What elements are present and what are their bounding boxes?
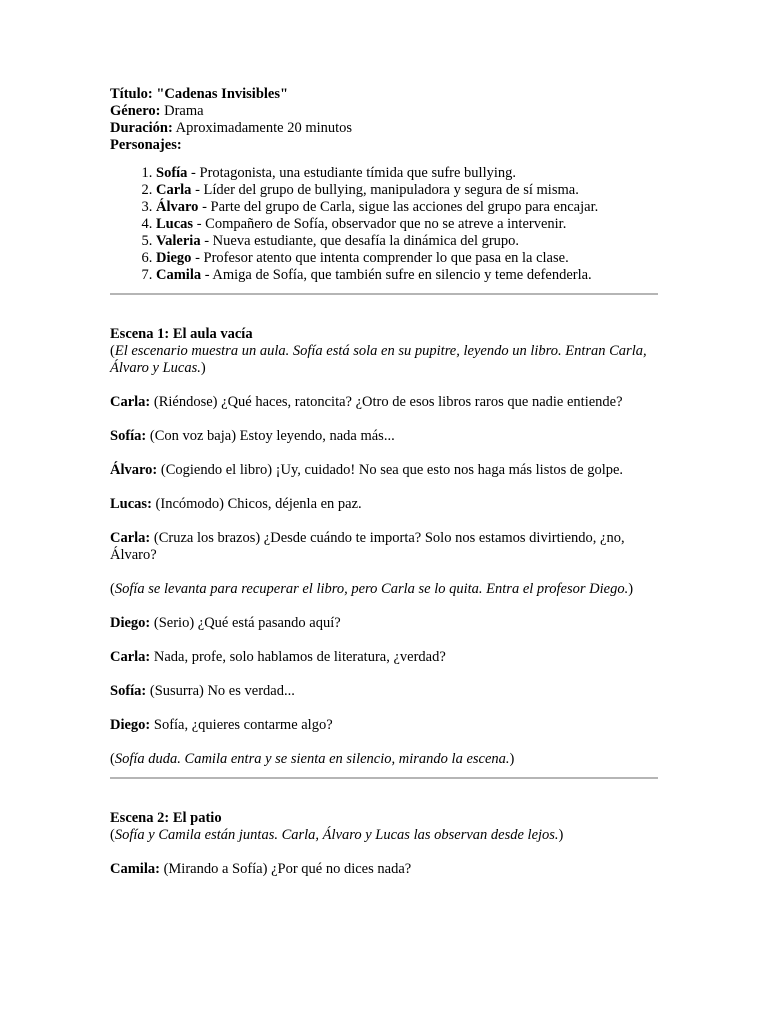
character-list (110, 165, 658, 284)
title-line (110, 86, 658, 103)
duration-label: Duración: (110, 120, 173, 136)
list-item: 6. Diego - Profesor atento que intenta comprender lo que pasa en la clase. (156, 250, 658, 267)
list-item: 1. Sofía - Protagonista, una estudiante tímida que sufre bullying. (156, 165, 658, 182)
title-label: Título: (110, 86, 153, 102)
scene-2-title: Escena 2: El patio (110, 810, 222, 826)
list-item: 7. Camila - Amiga de Sofía, que también sufre en silencio y teme defenderla. (156, 267, 658, 284)
play-title: "Cadenas Invisibles" (156, 86, 289, 102)
scene-1-title: Escena 1: El aula vacía (110, 326, 253, 342)
section-divider (110, 293, 658, 295)
stage-direction: (Sofía duda. Camila entra y se sienta en silencio, mirando la escena.) (110, 751, 515, 767)
script-page (110, 86, 658, 878)
dialogue-line: Diego: Sofía, ¿quieres contarme algo? (110, 717, 333, 733)
stage-direction: (El escenario muestra un aula. Sofía está sola en su pupitre, leyendo un libro. Entran Carla, Álvaro y Lucas.) (110, 343, 647, 376)
stage-direction: (Sofía y Camila están juntas. Carla, Álvaro y Lucas las observan desde lejos.) (110, 827, 564, 843)
list-item: 2. Carla - Líder del grupo de bullying, manipuladora y segura de sí misma. (156, 182, 658, 199)
characters-heading: Personajes: (110, 137, 182, 153)
dialogue-line: Álvaro: (Cogiendo el libro) ¡Uy, cuidado! No sea que esto nos haga más listos de golpe. (110, 462, 624, 478)
list-item: 4. Lucas - Compañero de Sofía, observador que no se atreve a intervenir. (156, 216, 658, 233)
dialogue-line: Camila: (Mirando a Sofía) ¿Por qué no dices nada? (110, 861, 412, 877)
duration-value: Aproximadamente 20 minutos (175, 120, 353, 136)
dialogue-line: Lucas: (Incómodo) Chicos, déjenla en paz. (110, 496, 362, 512)
dialogue-line: Carla: (Cruza los brazos) ¿Desde cuándo te importa? Solo nos estamos divirtiendo, ¿no, Álvaro? (110, 530, 625, 563)
play-metadata (110, 86, 658, 154)
list-item: 5. Valeria - Nueva estudiante, que desafía la dinámica del grupo. (156, 233, 658, 250)
dialogue-line: Sofía: (Susurra) No es verdad... (110, 683, 295, 699)
dialogue-line: Carla: Nada, profe, solo hablamos de literatura, ¿verdad? (110, 649, 446, 665)
duration-line (110, 120, 658, 137)
genre-line (110, 103, 658, 120)
dialogue-line: Diego: (Serio) ¿Qué está pasando aquí? (110, 615, 341, 631)
dialogue-line: Sofía: (Con voz baja) Estoy leyendo, nada más... (110, 428, 395, 444)
section-divider (110, 777, 658, 779)
genre-label: Género: (110, 103, 161, 119)
genre-value: Drama (164, 103, 204, 119)
list-item: 3. Álvaro - Parte del grupo de Carla, sigue las acciones del grupo para encajar. (156, 199, 658, 216)
dialogue-line: Carla: (Riéndose) ¿Qué haces, ratoncita? ¿Otro de esos libros raros que nadie entiende? (110, 394, 623, 410)
stage-direction: (Sofía se levanta para recuperar el libro, pero Carla se lo quita. Entra el profesor Diego.) (110, 581, 634, 597)
